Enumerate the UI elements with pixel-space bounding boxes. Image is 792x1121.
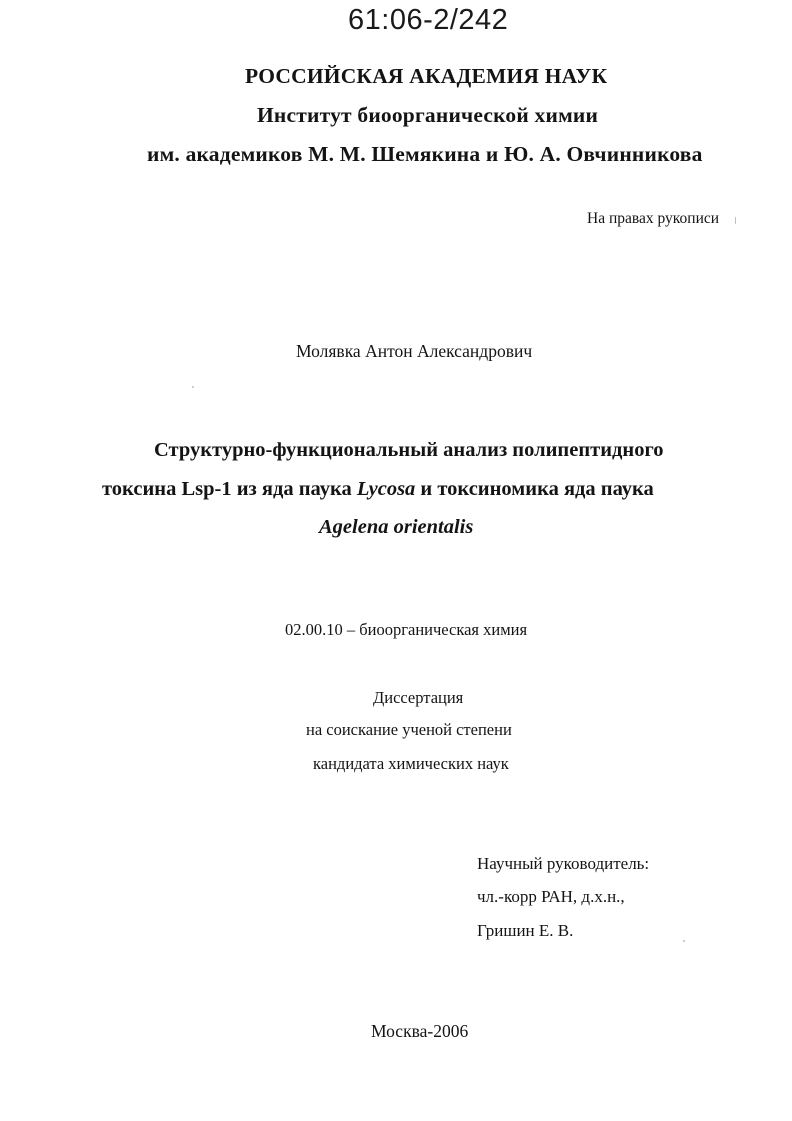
- dissertation-degree-field: кандидата химических наук: [313, 754, 509, 773]
- scan-speck: [683, 940, 685, 942]
- author-name: Молявка Антон Александрович: [296, 341, 533, 361]
- dissertation-label: Диссертация: [373, 688, 464, 707]
- title-line-3: Agelena orientalis: [319, 516, 474, 538]
- title-line-2: [102, 478, 654, 501]
- title-line-2-start: токсина Lsp-1 из яда паука: [102, 478, 357, 500]
- scan-speck: [192, 386, 194, 388]
- title-line-1: Структурно-функциональный анализ полипептидного: [154, 439, 664, 461]
- scan-speck: [735, 217, 736, 224]
- organization-line-academy: РОССИЙСКАЯ АКАДЕМИЯ НАУК: [245, 64, 608, 88]
- supervisor-name: Гришин Е. В.: [477, 921, 574, 940]
- supervisor-credentials: чл.-корр РАН, д.х.н.,: [477, 887, 625, 906]
- dissertation-degree-line: на соискание ученой степени: [306, 720, 512, 739]
- shelfmark: 61:06-2/242: [348, 4, 509, 36]
- rights-note: На правах рукописи: [587, 210, 720, 227]
- specialty-code: 02.00.10 – биоорганическая химия: [285, 620, 528, 639]
- organization-line-institute: Институт биоорганической химии: [257, 103, 599, 127]
- city-year: Москва-2006: [371, 1021, 469, 1041]
- title-line-2-end: и токсиномика яда паука: [415, 478, 654, 500]
- title-genus-lycosa: Lycosa: [356, 478, 416, 500]
- supervisor-heading: Научный руководитель:: [477, 854, 650, 873]
- organization-line-named-after: им. академиков М. М. Шемякина и Ю. А. Овчинникова: [147, 142, 703, 166]
